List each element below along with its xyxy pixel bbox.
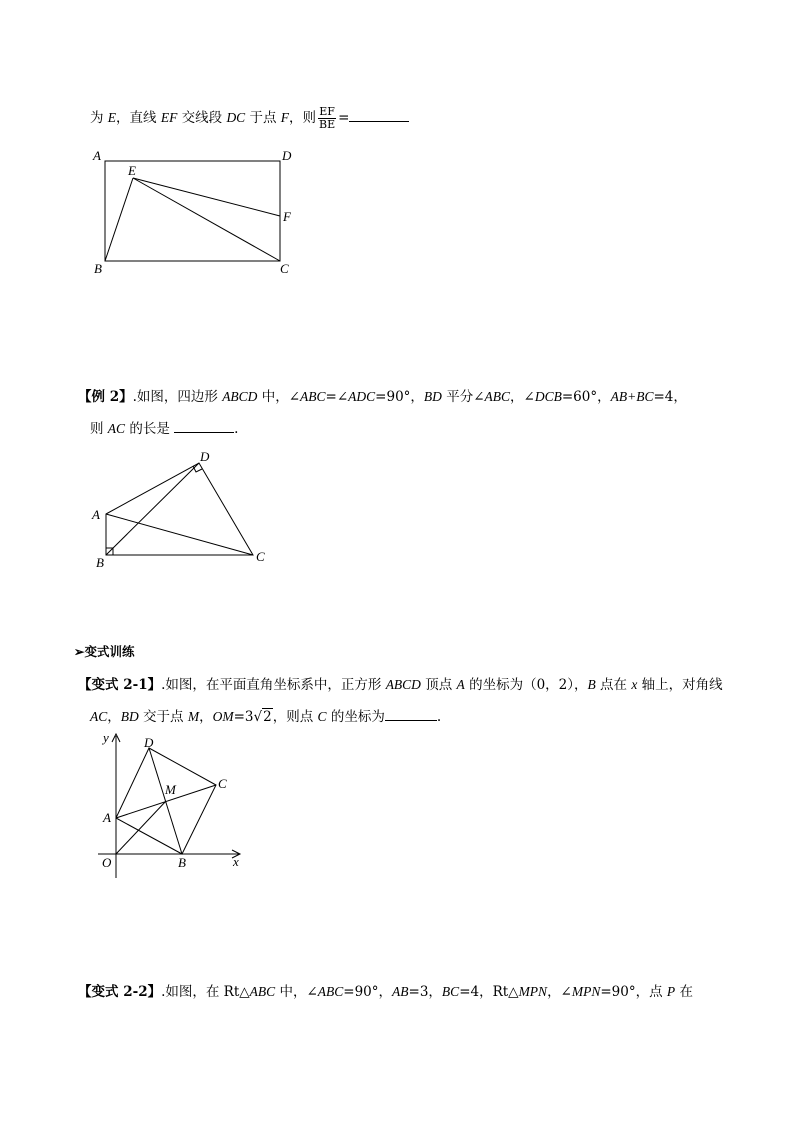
q4-t1: .如图，在 Rt△ (161, 984, 250, 1000)
q1-answer-blank (349, 109, 409, 122)
q3-x: x (631, 677, 638, 692)
q2-label-b: B (96, 555, 104, 570)
bullet-arrow-icon: ➢ (74, 644, 85, 659)
q3-label-b: B (178, 855, 186, 870)
q3-label-x: x (233, 854, 239, 869)
q3-t2: 顶点 (420, 677, 457, 693)
q1-frac-num: EF (319, 105, 335, 118)
q3-t1: .如图，在平面直角坐标系中，正方形 (161, 677, 386, 693)
q2-t4: =90°， (375, 389, 424, 405)
q2-period: . (234, 421, 239, 437)
q3-c: C (317, 709, 327, 724)
q3-label-o: O (102, 855, 112, 870)
q2-t6: ，∠ (510, 389, 535, 405)
q2-ac: AC (107, 421, 126, 436)
q2-label-d: D (200, 449, 210, 464)
q4-abc-2: ABC (317, 984, 344, 999)
q2-ab-bc: AB+BC (610, 389, 654, 404)
q1-text-b: ，直线 (116, 110, 161, 126)
q4-mpn-2: MPN (571, 984, 601, 999)
q1-text-e: ，则 (289, 110, 317, 126)
q2-label-a: A (92, 507, 100, 522)
q1-line-ef: EF (160, 110, 178, 125)
q2-answer-blank (174, 420, 234, 433)
q2-line-2 (90, 420, 238, 438)
q1-label-b: B (94, 261, 102, 276)
q1-figure (88, 145, 308, 280)
q3-line-2 (90, 708, 441, 726)
q3-abcd: ABCD (385, 677, 421, 692)
q2-adc: ADC (348, 389, 376, 404)
q3-line-1 (78, 676, 723, 694)
q1-fraction (318, 106, 336, 131)
q1-segment-ef (133, 178, 280, 216)
q4-mpn: MPN (518, 984, 548, 999)
q4-ab: AB (392, 984, 409, 999)
q2-t8: =4， (653, 389, 687, 405)
q3-a: A (456, 677, 465, 692)
q2-abcd: ABCD (222, 389, 258, 404)
q3-label-a: A (103, 810, 111, 825)
q2-diagonal-bd (106, 463, 199, 555)
q1-text-line (90, 106, 409, 131)
q2-diagonal-ac (106, 514, 253, 555)
q2-dcb: DCB (534, 389, 562, 404)
section-title: 变式训练 (84, 644, 135, 659)
q1-label-a: A (93, 148, 101, 163)
q1-label-d: D (282, 148, 292, 163)
q3-b: B (587, 677, 596, 692)
q1-text-a: 为 (90, 110, 108, 126)
q3-t9: =3 (233, 709, 254, 725)
q4-t6: ，∠ (547, 984, 572, 1000)
q3-tag: 【变式 2-1】 (78, 677, 162, 693)
q1-segment-dc: DC (226, 110, 246, 125)
q3-segment-om (116, 801, 166, 854)
q3-label-c: C (218, 776, 227, 791)
q1-label-c: C (280, 261, 289, 276)
q2-abc: ABC (300, 389, 326, 404)
q2-t1: .如图，四边形 (132, 389, 223, 405)
q4-abc: ABC (249, 984, 276, 999)
q3-t7: 交于点 (138, 709, 188, 725)
q3-t5: 轴上，对角线 (637, 677, 723, 693)
q4-line-1 (78, 983, 693, 1001)
q2-label-c: C (256, 549, 265, 564)
q3-bd: BD (120, 709, 139, 724)
q3-t3: 的坐标为（0，2）， (464, 677, 588, 693)
q2-t7: =60°， (561, 389, 611, 405)
q3-t10: ，则点 (272, 709, 318, 725)
q4-t7: =90°，点 (600, 984, 667, 1000)
q4-p: P (666, 984, 676, 999)
q4-t8: 在 (675, 984, 693, 1000)
q2-t9: 则 (90, 421, 108, 437)
q3-t8: ， (199, 709, 213, 725)
q1-equals: = (338, 110, 350, 126)
q3-sqrt: √2 (253, 709, 272, 725)
q3-figure (90, 728, 255, 880)
q2-t5: 平分∠ (441, 389, 485, 405)
q4-t5: =4，Rt△ (459, 984, 519, 1000)
q2-line-1 (78, 388, 687, 406)
q4-t2: 中，∠ (275, 984, 318, 1000)
q2-quadrilateral (106, 463, 253, 555)
q3-t4: 点在 (595, 677, 632, 693)
q1-label-f: F (283, 209, 291, 224)
q3-t11: 的坐标为 (326, 709, 385, 725)
q2-bd: BD (423, 389, 442, 404)
q3-om: OM (212, 709, 234, 724)
q3-label-d: D (144, 735, 154, 750)
q4-t4: =3， (408, 984, 442, 1000)
q2-t10: 的长是 (125, 421, 175, 437)
q3-label-m: M (165, 782, 176, 797)
q4-bc: BC (441, 984, 460, 999)
q2-t3: =∠ (325, 389, 349, 405)
q1-segment-be (105, 178, 133, 261)
q1-label-e: E (128, 163, 136, 178)
q1-segment-ec (133, 178, 280, 261)
q3-period: . (436, 709, 442, 725)
q2-t2: 中，∠ (257, 389, 301, 405)
q3-t6: ， (107, 709, 121, 725)
q4-t3: =90°， (343, 984, 393, 1000)
q4-tag: 【变式 2-2】 (78, 984, 162, 1000)
q3-answer-blank (385, 708, 437, 721)
q3-ac: AC (90, 709, 108, 724)
q3-label-y: y (103, 730, 109, 745)
q2-tag: 【例 2】 (78, 389, 133, 405)
q1-text-d: 于点 (245, 110, 281, 126)
q3-sqrt-radicand: 2 (263, 709, 272, 725)
q1-point-e: E (107, 110, 117, 125)
section-heading (74, 643, 135, 661)
q3-m: M (187, 709, 200, 724)
q2-figure (88, 448, 278, 573)
q1-text-c: 交线段 (177, 110, 227, 126)
q1-point-f: F (280, 110, 290, 125)
q1-frac-den: BE (319, 118, 336, 131)
q2-abc-2: ABC (484, 389, 511, 404)
